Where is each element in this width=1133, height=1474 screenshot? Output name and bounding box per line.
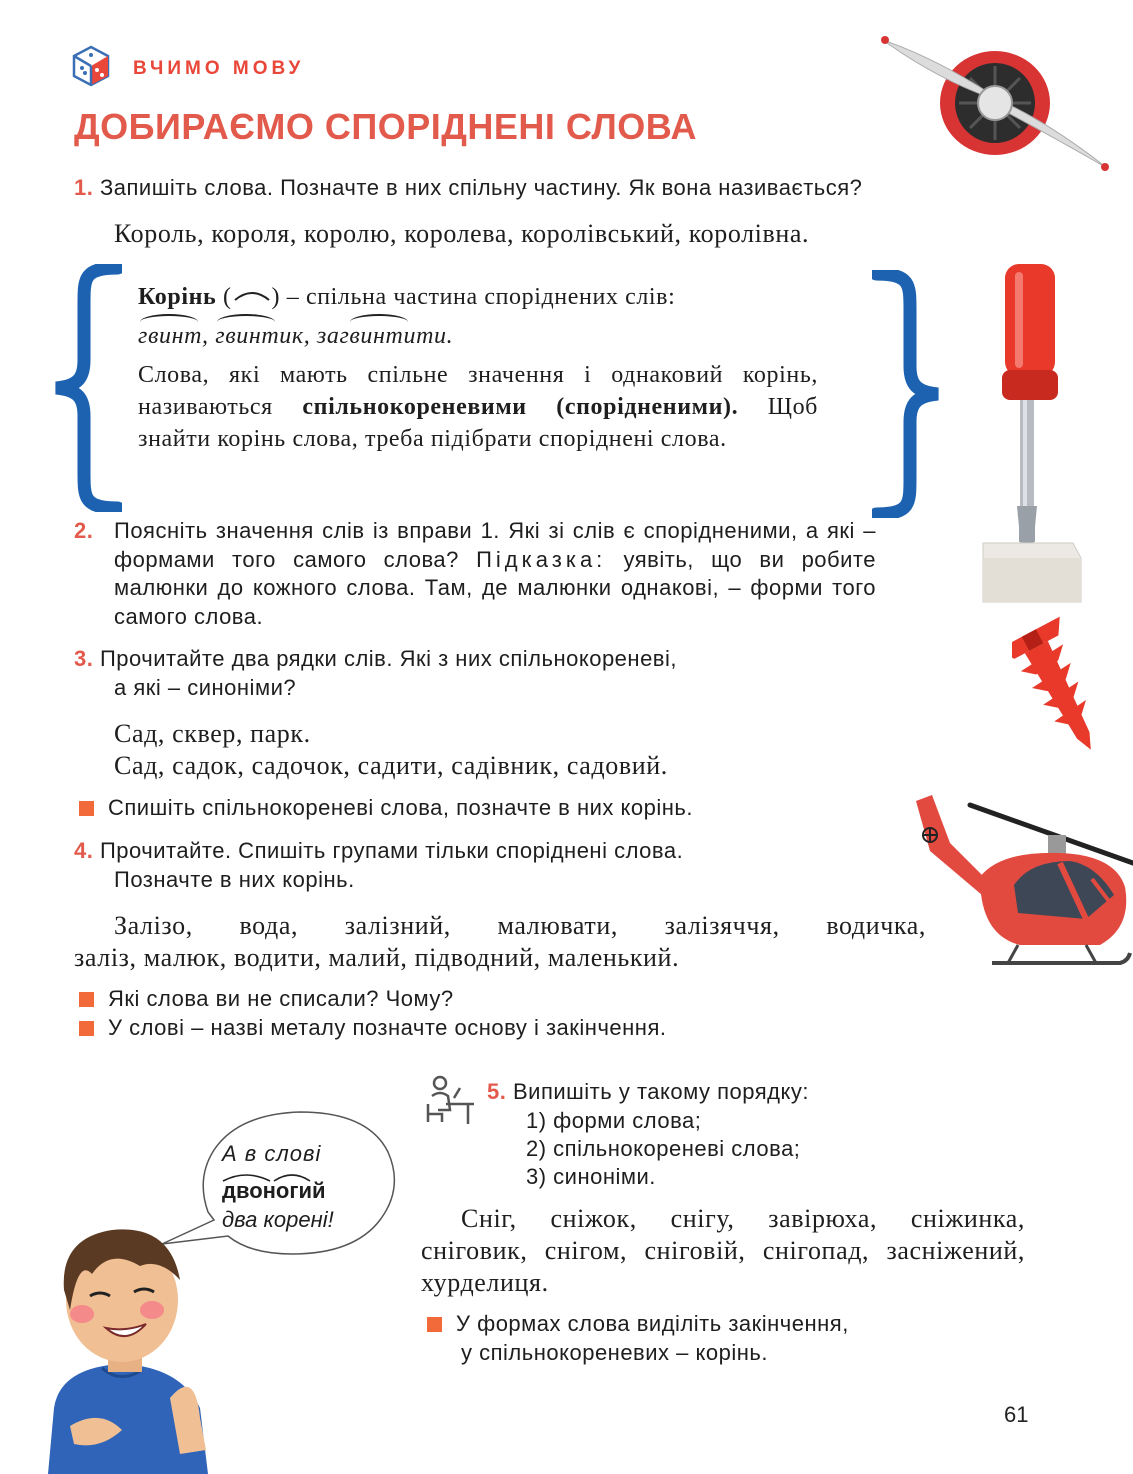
bullet-icon	[427, 1317, 442, 1332]
example-word: загвинтити	[317, 320, 447, 352]
task-4-example-1: Залізо, вода, залізний, малювати, залізяччя, водичка,	[114, 911, 926, 940]
task-4-bullet-2: У слові – назві металу позначте основу і закінчення.	[79, 1014, 869, 1043]
task-1	[74, 174, 1064, 203]
rule-explanation: Слова, які мають спільне значення і однаковий корінь, називаються спільнокореневими (спорідненими). Щоб знайти корінь слова, треба підібрати споріднені слова.	[138, 362, 818, 452]
task-2-text: Поясніть значення слів із вправи 1. Які зі слів є спорідненими, а які – формами того самого слова? Підказка: уявіть, що ви робите малюнки до кожного слова. Там, де малюнки однакові, – форми того самого слова.	[114, 518, 876, 629]
right-brace-icon	[872, 270, 944, 518]
root-mark-icon	[232, 286, 272, 306]
boy-illustration	[30, 1218, 230, 1474]
bullet-icon	[79, 992, 94, 1007]
desk-work-icon	[424, 1074, 476, 1126]
task-5: 5. Випишіть у такому порядку:	[487, 1079, 809, 1104]
task-1-example: Король, короля, королю, королева, королівський, королівна.	[114, 219, 810, 248]
bubble-word: двоногий	[222, 1178, 326, 1203]
task-number: 1.	[74, 175, 94, 200]
task-4-bullet-1: Які слова ви не списали? Чому?	[79, 985, 869, 1014]
task-5-bullet-line-2: у спільнокореневих – корінь.	[461, 1340, 768, 1365]
rule-term: Корінь	[138, 284, 217, 310]
task-3-example-2: Сад, садок, садочок, садити, садівник, садовий.	[114, 751, 668, 780]
task-5-item-3: 3) синоніми.	[526, 1164, 656, 1189]
task-3-bullet: Спишіть спільнокореневі слова, позначте в них корінь.	[79, 794, 869, 823]
example-word: гвинтик	[215, 320, 303, 352]
rule-examples: гвинт, гвинтик, загвинтити.	[138, 320, 873, 352]
bubble-line-1: А в слові	[222, 1141, 322, 1166]
dice-icon	[72, 45, 110, 87]
rule-definition: Корінь ( ) – спільна частина споріднених слів:	[138, 284, 676, 310]
screwdriver-illustration	[975, 258, 1090, 606]
task-4: 4. Прочитайте. Спишіть групами тільки споріднені слова.	[74, 838, 684, 863]
section-label: ВЧИМО МОВУ	[133, 58, 305, 79]
task-3: 3. Прочитайте два рядки слів. Які з них спільнокореневі,	[74, 646, 677, 671]
page-number: 61	[1004, 1402, 1029, 1427]
left-brace-icon	[50, 264, 122, 512]
task-3-line2: а які – синоніми?	[114, 675, 297, 700]
helicopter-illustration	[910, 795, 1133, 970]
task-5-example: Сніг, сніжок, снігу, завірюха, сніжинка, сніговик, снігом, сніговій, снігопад, засніжений, хурделиця.	[421, 1204, 1025, 1297]
example-word: гвинт	[138, 320, 202, 352]
task-5-item-2: 2) спільнокореневі слова;	[526, 1136, 801, 1161]
page-title: ДОБИРАЄМО СПОРІДНЕНІ СЛОВА	[74, 106, 697, 147]
propeller-illustration	[875, 28, 1115, 178]
task-5-item-1: 1) форми слова;	[526, 1108, 702, 1133]
task-2: 2.	[74, 518, 94, 543]
task-5-bullet: У формах слова виділіть закінчення,	[427, 1310, 1027, 1339]
task-1-text: Запишіть слова. Позначте в них спільну частину. Як вона називається?	[99, 175, 863, 200]
bubble-line-3: два корені!	[222, 1207, 334, 1232]
screw-illustration	[1012, 612, 1102, 760]
task-4-example-2: заліз, малюк, водити, малий, підводний, маленький.	[74, 943, 680, 972]
hint-label: Підказка:	[476, 546, 607, 572]
bullet-icon	[79, 1021, 94, 1036]
task-4-line2: Позначте в них корінь.	[114, 867, 355, 892]
bullet-icon	[79, 801, 94, 816]
task-3-example-1: Сад, сквер, парк.	[114, 719, 311, 748]
